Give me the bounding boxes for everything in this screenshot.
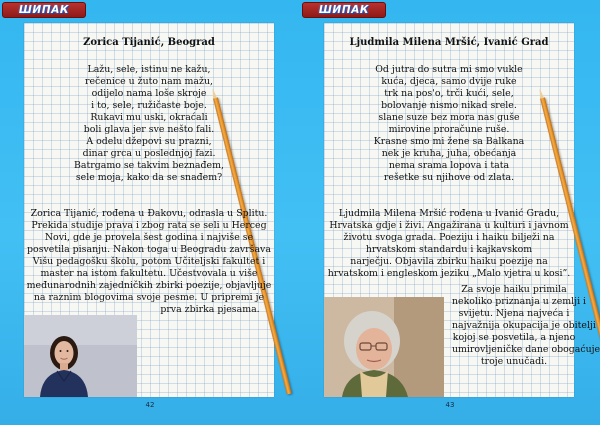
- poem-line: rečenice u žuto nam mažu,: [85, 76, 213, 87]
- author-photo-left: [24, 315, 137, 397]
- poem-line: boli glava jer sve nešto fali.: [83, 124, 215, 135]
- portrait-photo-icon: [24, 315, 137, 397]
- poem-line: Krasne smo mi žene sa Balkana: [373, 136, 525, 147]
- bio-line: Za svoje haiku primila: [461, 284, 567, 295]
- poem-line: bolovanje nismo nikad srele.: [381, 100, 517, 111]
- poem-line: sele moja, kako da se snađem?: [75, 172, 223, 183]
- poem-line: slane suze bez mora nas guše: [378, 112, 520, 123]
- left-poem: [24, 64, 274, 184]
- poem-line: dinar grca u poslednjoj fazi.: [82, 148, 216, 159]
- left-page-title: Zorica Tijanić, Beograd: [83, 37, 215, 48]
- magazine-logo-right: ШИПАК: [302, 2, 386, 18]
- bio-line: kojoj se posvetila, a njeno: [452, 332, 576, 343]
- right-page-title: Ljudmila Milena Mršić, Ivanić Grad: [349, 37, 549, 48]
- bio-line: Prekida studije prava i zbog rata se seli u Herceg: [31, 220, 267, 231]
- bio-line: životu svoga grada. Poeziju i haiku bilježi na: [343, 232, 555, 243]
- bio-line: Zorica Tijanić, rođena u Đakovu, odrasla u Splitu.: [30, 208, 268, 219]
- bio-line: narječju. Objavila zbirku haiku poezije na: [350, 256, 548, 267]
- poem-line: Batrgamo se takvim beznađem,: [74, 160, 224, 171]
- right-poem: [324, 64, 574, 184]
- poem-line: nema srama lopova i tata: [388, 160, 510, 171]
- bio-line: hrvatskom i engleskom jeziku „Malo vjetra u kosi”.: [327, 268, 571, 279]
- portrait-photo-icon: [324, 297, 444, 397]
- poem-line: mirovine proračune ruše.: [388, 124, 510, 135]
- poem-line: nek je kruha, juha, obećanja: [381, 148, 517, 159]
- poem-line: Rukavi mu uski, okraćali: [90, 112, 208, 123]
- right-biography: [324, 208, 574, 280]
- page-number-right: 43: [445, 401, 455, 409]
- bio-line: Hrvatska gdje i živi. Angažirana u kulturi i javnom: [329, 220, 569, 231]
- bio-line: međunarodnih zajedničkih zbirki poezije, objavljuje: [26, 280, 272, 291]
- bio-line: Novi, gde je provela šest godina i najviše se: [44, 232, 254, 243]
- left-biography: [24, 208, 274, 304]
- poem-line: odijelo nama loše skroje: [91, 88, 207, 99]
- bio-line: na raznim blogovima svoje pesme. U pripremi je: [33, 292, 265, 303]
- bio-line: prva zbirka pjesama.: [160, 304, 260, 315]
- poem-line: trk na pos'o, trči kući, sele,: [384, 88, 514, 99]
- bio-line: Ljudmila Milena Mršić rođena u Ivanić Gradu,: [338, 208, 560, 219]
- poem-line: Od jutra do sutra mi smo vukle: [375, 64, 523, 75]
- bio-line: Višu pedagošku školu, potom Učiteljski fakultet i: [32, 256, 266, 267]
- bio-line: svijetu. Njena najveća i: [458, 308, 570, 319]
- poem-line: rešetke su njihove od zlata.: [383, 172, 515, 183]
- bio-line: troje unučadi.: [480, 356, 548, 367]
- bio-line: najvažnija okupacija je obitelji: [452, 320, 596, 331]
- magazine-logo-left: ШИПАК: [2, 2, 86, 18]
- author-photo-right: [324, 297, 444, 397]
- page-number-left: 42: [145, 401, 155, 409]
- poem-line: kuća, djeca, samo dvije ruke: [381, 76, 517, 87]
- right-biography-tail: [452, 284, 600, 368]
- bio-line: nekoliko priznanja u zemlji i: [452, 296, 587, 307]
- bio-line: umirovljeničke dane obogaćuje: [452, 344, 600, 355]
- poem-line: A odelu džepovi su prazni,: [86, 136, 212, 147]
- poem-line: Lažu, sele, istinu ne kažu,: [87, 64, 211, 75]
- poem-line: i to, sele, ružičaste boje.: [91, 100, 207, 111]
- left-biography-tail: [145, 304, 275, 316]
- bio-line: master na istom fakultetu. Učestvovala u više: [40, 268, 258, 279]
- bio-line: hrvatskom standardu i kajkavskom: [365, 244, 533, 255]
- bio-line: posvetila pisanju. Nakon toga u Beogradu završava: [27, 244, 271, 255]
